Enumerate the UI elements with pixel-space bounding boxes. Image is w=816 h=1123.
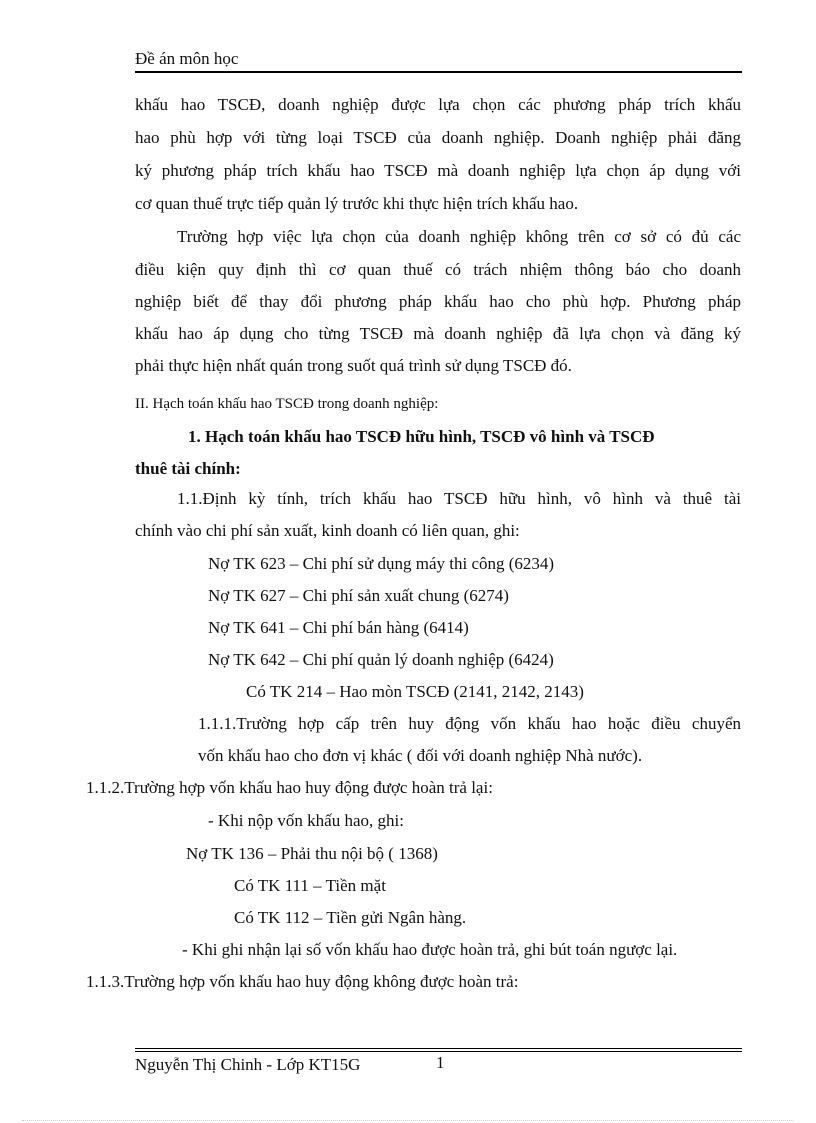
credit-entry: Có TK 214 – Hao mòn TSCĐ (2141, 2142, 2143): [246, 682, 584, 701]
paragraph-line: khấu hao TSCĐ, doanh nghiệp được lựa chọn các phương pháp trích khấu: [135, 95, 741, 114]
header-title: Đề án môn học: [135, 49, 239, 68]
debit-entry: Nợ TK 642 – Chi phí quản lý doanh nghiệp (6424): [208, 650, 554, 669]
paragraph-line: Trường hợp việc lựa chọn của doanh nghiệp không trên cơ sở có đủ các: [177, 227, 741, 246]
credit-entry: Có TK 111 – Tiền mặt: [234, 876, 386, 895]
debit-entry: Nợ TK 136 – Phải thu nội bộ ( 1368): [186, 844, 438, 863]
page-number: 1: [436, 1053, 445, 1072]
item-1-1-2-sub: - Khi nộp vốn khấu hao, ghi:: [208, 811, 404, 830]
header-rule: [135, 71, 742, 73]
credit-entry: Có TK 112 – Tiền gửi Ngân hàng.: [234, 908, 467, 927]
paragraph-line: phải thực hiện nhất quán trong suốt quá trình sử dụng TSCĐ đó.: [135, 356, 572, 375]
debit-entry: Nợ TK 641 – Chi phí bán hàng (6414): [208, 618, 469, 637]
page-edge: [22, 1120, 794, 1121]
item-1-1-1-line: 1.1.1.Trường hợp cấp trên huy động vốn khấu hao hoặc điều chuyển: [198, 714, 741, 733]
paragraph-line: cơ quan thuế trực tiếp quản lý trước khi thực hiện trích khấu hao.: [135, 194, 579, 213]
item-1-1-line: chính vào chi phí sản xuất, kinh doanh có liên quan, ghi:: [135, 521, 520, 540]
paragraph-line: khấu hao áp dụng cho từng TSCĐ mà doanh nghiệp đã lựa chọn và đăng ký: [135, 324, 741, 343]
paragraph-line: nghiệp biết để thay đổi phương pháp khấu hao cho phù hợp. Phương pháp: [135, 292, 741, 311]
debit-entry: Nợ TK 627 – Chi phí sản xuất chung (6274): [208, 586, 509, 605]
subsection-heading: thuê tài chính:: [135, 459, 241, 478]
item-1-1-2-heading: 1.1.2.Trường hợp vốn khấu hao huy động được hoàn trả lại:: [86, 778, 493, 797]
item-1-1-1-line: vốn khấu hao cho đơn vị khác ( đối với doanh nghiệp Nhà nước).: [198, 746, 643, 765]
paragraph-line: ký phương pháp trích khấu hao TSCĐ mà doanh nghiệp lựa chọn áp dụng với: [135, 161, 741, 180]
item-1-1-3-heading: 1.1.3.Trường hợp vốn khấu hao huy động không được hoàn trả:: [86, 972, 519, 991]
debit-entry: Nợ TK 623 – Chi phí sử dụng máy thi công (6234): [208, 554, 555, 573]
footer-author: Nguyễn Thị Chinh - Lớp KT15G: [135, 1055, 361, 1074]
paragraph-line: hao phù hợp với từng loại TSCĐ của doanh nghiệp. Doanh nghiệp phải đăng: [135, 128, 741, 147]
paragraph-line: điều kiện quy định thì cơ quan thuế có trách nhiệm thông báo cho doanh: [135, 260, 741, 279]
item-1-1-2-note: - Khi ghi nhận lại số vốn khấu hao được hoàn trả, ghi bút toán ngược lại.: [182, 940, 678, 959]
footer-rule: [135, 1048, 742, 1049]
subsection-heading: 1. Hạch toán khấu hao TSCĐ hữu hình, TSCĐ vô hình và TSCĐ: [188, 427, 655, 446]
footer-rule: [135, 1051, 742, 1052]
section-heading: II. Hạch toán khấu hao TSCĐ trong doanh nghiệp:: [135, 396, 439, 412]
item-1-1-line: 1.1.Định kỳ tính, trích khấu hao TSCĐ hữu hình, vô hình và thuê tài: [177, 489, 741, 508]
